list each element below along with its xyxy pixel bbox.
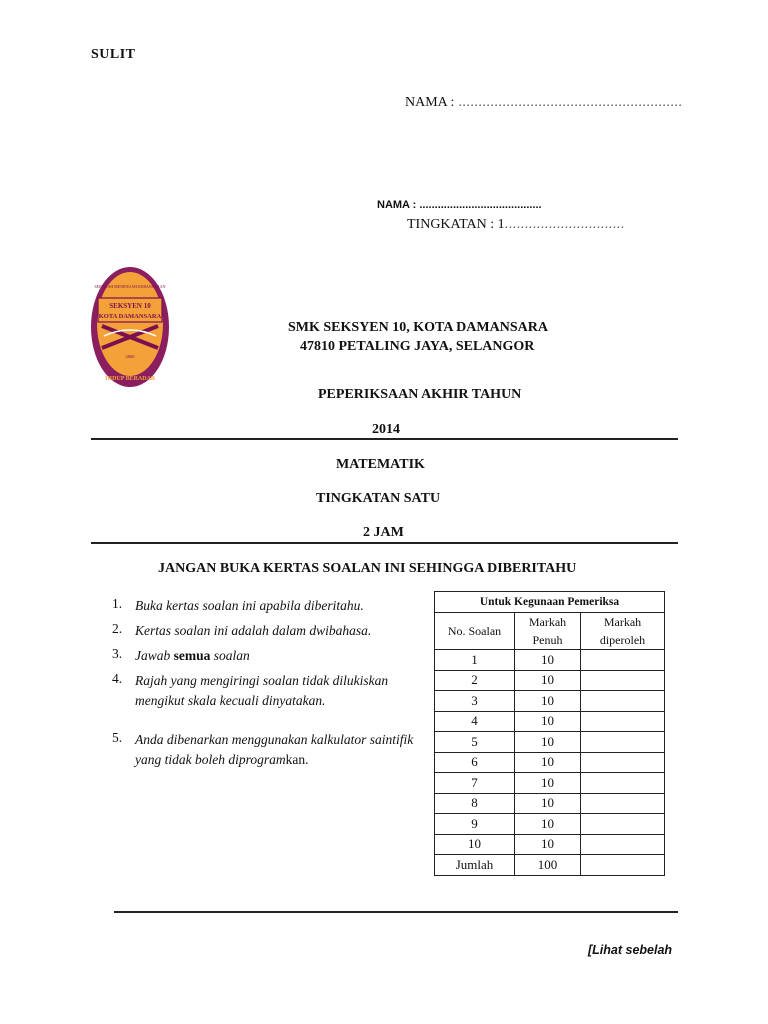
full-marks-cell: 10: [515, 814, 581, 835]
instruction-number: 1.: [112, 596, 123, 611]
table-row: [435, 752, 665, 773]
instruction-text: [135, 648, 250, 663]
full-marks-cell: 100: [515, 855, 581, 876]
marks-obtained-cell[interactable]: [581, 670, 665, 691]
table-row: [435, 711, 665, 732]
name-field-line: [405, 95, 682, 111]
instruction-item: [112, 671, 422, 711]
marks-obtained-cell[interactable]: [581, 834, 665, 855]
header-question-no: No. Soalan: [435, 613, 515, 650]
exam-form: TINGKATAN SATU: [316, 491, 441, 506]
full-marks-cell: 10: [515, 691, 581, 712]
question-number-cell: 5: [435, 732, 515, 753]
full-marks-cell: 10: [515, 732, 581, 753]
exam-title: PEPERIKSAAN AKHIR TAHUN: [318, 387, 522, 402]
instruction-text: [135, 732, 413, 767]
name-label: NAMA :: [405, 95, 455, 110]
table-row: [435, 793, 665, 814]
school-name: SMK SEKSYEN 10, KOTA DAMANSARA: [288, 320, 548, 335]
marks-obtained-cell[interactable]: [581, 732, 665, 753]
marks-obtained-cell[interactable]: [581, 752, 665, 773]
exam-duration: 2 JAM: [363, 525, 404, 540]
question-number-cell: Jumlah: [435, 855, 515, 876]
examiner-marks-table: [434, 591, 665, 876]
full-marks-cell: 10: [515, 773, 581, 794]
full-marks-cell: 10: [515, 752, 581, 773]
instruction-item: [112, 621, 422, 641]
full-marks-cell: 10: [515, 650, 581, 671]
crest-line1: SEKSYEN 10: [109, 302, 151, 310]
crest-svg: [90, 266, 170, 388]
table-body: [435, 650, 665, 876]
instruction-number: 5.: [112, 730, 123, 745]
instruction-text-tail: kan.: [285, 752, 309, 767]
school-crest-logo: [90, 266, 170, 388]
marks-obtained-cell[interactable]: [581, 855, 665, 876]
instruction-item: [112, 596, 422, 616]
full-marks-cell: 10: [515, 793, 581, 814]
table-row: [435, 670, 665, 691]
marks-obtained-cell[interactable]: [581, 814, 665, 835]
divider-bottom: [114, 911, 678, 913]
marks-obtained-cell[interactable]: [581, 711, 665, 732]
question-number-cell: 1: [435, 650, 515, 671]
full-marks-cell: 10: [515, 711, 581, 732]
name-dots: ........................................................: [454, 95, 683, 110]
table-row: [435, 773, 665, 794]
exam-subject: MATEMATIK: [336, 457, 425, 472]
instruction-text-post: soalan: [210, 648, 250, 663]
marks-obtained-cell[interactable]: [581, 793, 665, 814]
table-row: [435, 732, 665, 753]
marks-obtained-cell[interactable]: [581, 691, 665, 712]
table-row: [435, 834, 665, 855]
table-row: [435, 650, 665, 671]
table-title: Untuk Kegunaan Pemeriksa: [435, 592, 665, 613]
divider-middle: [91, 542, 678, 544]
instruction-text-bold: semua: [173, 648, 211, 663]
instruction-item: [112, 730, 422, 770]
exam-warning: JANGAN BUKA KERTAS SOALAN INI SEHINGGA DIBERITAHU: [158, 561, 577, 576]
instruction-text: Buka kertas soalan ini apabila diberitahu.: [135, 598, 364, 613]
turn-over-note: [Lihat sebelah: [588, 943, 673, 957]
crest-year: 2000: [125, 354, 135, 359]
full-marks-cell: 10: [515, 834, 581, 855]
table-row: [435, 691, 665, 712]
crest-line2: KOTA DAMANSARA: [98, 313, 162, 320]
marks-obtained-cell[interactable]: [581, 650, 665, 671]
question-number-cell: 3: [435, 691, 515, 712]
crest-motto: HIDUP BERADAB: [105, 376, 155, 382]
instruction-text: Rajah yang mengiringi soalan tidak dilukiskan mengikut skala kecuali dinyatakan.: [135, 673, 389, 708]
question-number-cell: 4: [435, 711, 515, 732]
classification-label: SULIT: [91, 47, 136, 62]
question-number-cell: 8: [435, 793, 515, 814]
school-address: 47810 PETALING JAYA, SELANGOR: [300, 339, 535, 354]
form-field-line: [407, 217, 625, 233]
instruction-text-main: Anda dibenarkan menggunakan kalkulator saintifik yang tidak boleh diprogram: [135, 732, 414, 767]
form-dots: ..............................: [504, 217, 625, 232]
divider-top: [91, 438, 678, 440]
crest-top-text: SEKOLAH MENENGAH KEBANGSAAN: [94, 284, 166, 289]
question-number-cell: 10: [435, 834, 515, 855]
table-row: [435, 855, 665, 876]
table-header-row: [435, 613, 665, 650]
name-field-small: NAMA : ........................................: [377, 199, 542, 211]
question-number-cell: 9: [435, 814, 515, 835]
marks-obtained-cell[interactable]: [581, 773, 665, 794]
question-number-cell: 2: [435, 670, 515, 691]
question-number-cell: 7: [435, 773, 515, 794]
header-marks-obtained: Markah diperoleh: [581, 613, 665, 650]
table-row: [435, 814, 665, 835]
instructions-list: [112, 596, 422, 770]
instruction-text: Kertas soalan ini adalah dalam dwibahasa.: [135, 623, 372, 638]
form-label: TINGKATAN : 1: [407, 217, 505, 232]
instruction-item: [112, 646, 422, 666]
instruction-number: 2.: [112, 621, 123, 636]
instruction-number: 3.: [112, 646, 123, 661]
full-marks-cell: 10: [515, 670, 581, 691]
instruction-text-pre: Jawab: [135, 648, 174, 663]
exam-year: 2014: [372, 422, 400, 437]
header-full-marks: Markah Penuh: [515, 613, 581, 650]
instruction-number: 4.: [112, 671, 123, 686]
school-info: [288, 318, 548, 356]
question-number-cell: 6: [435, 752, 515, 773]
